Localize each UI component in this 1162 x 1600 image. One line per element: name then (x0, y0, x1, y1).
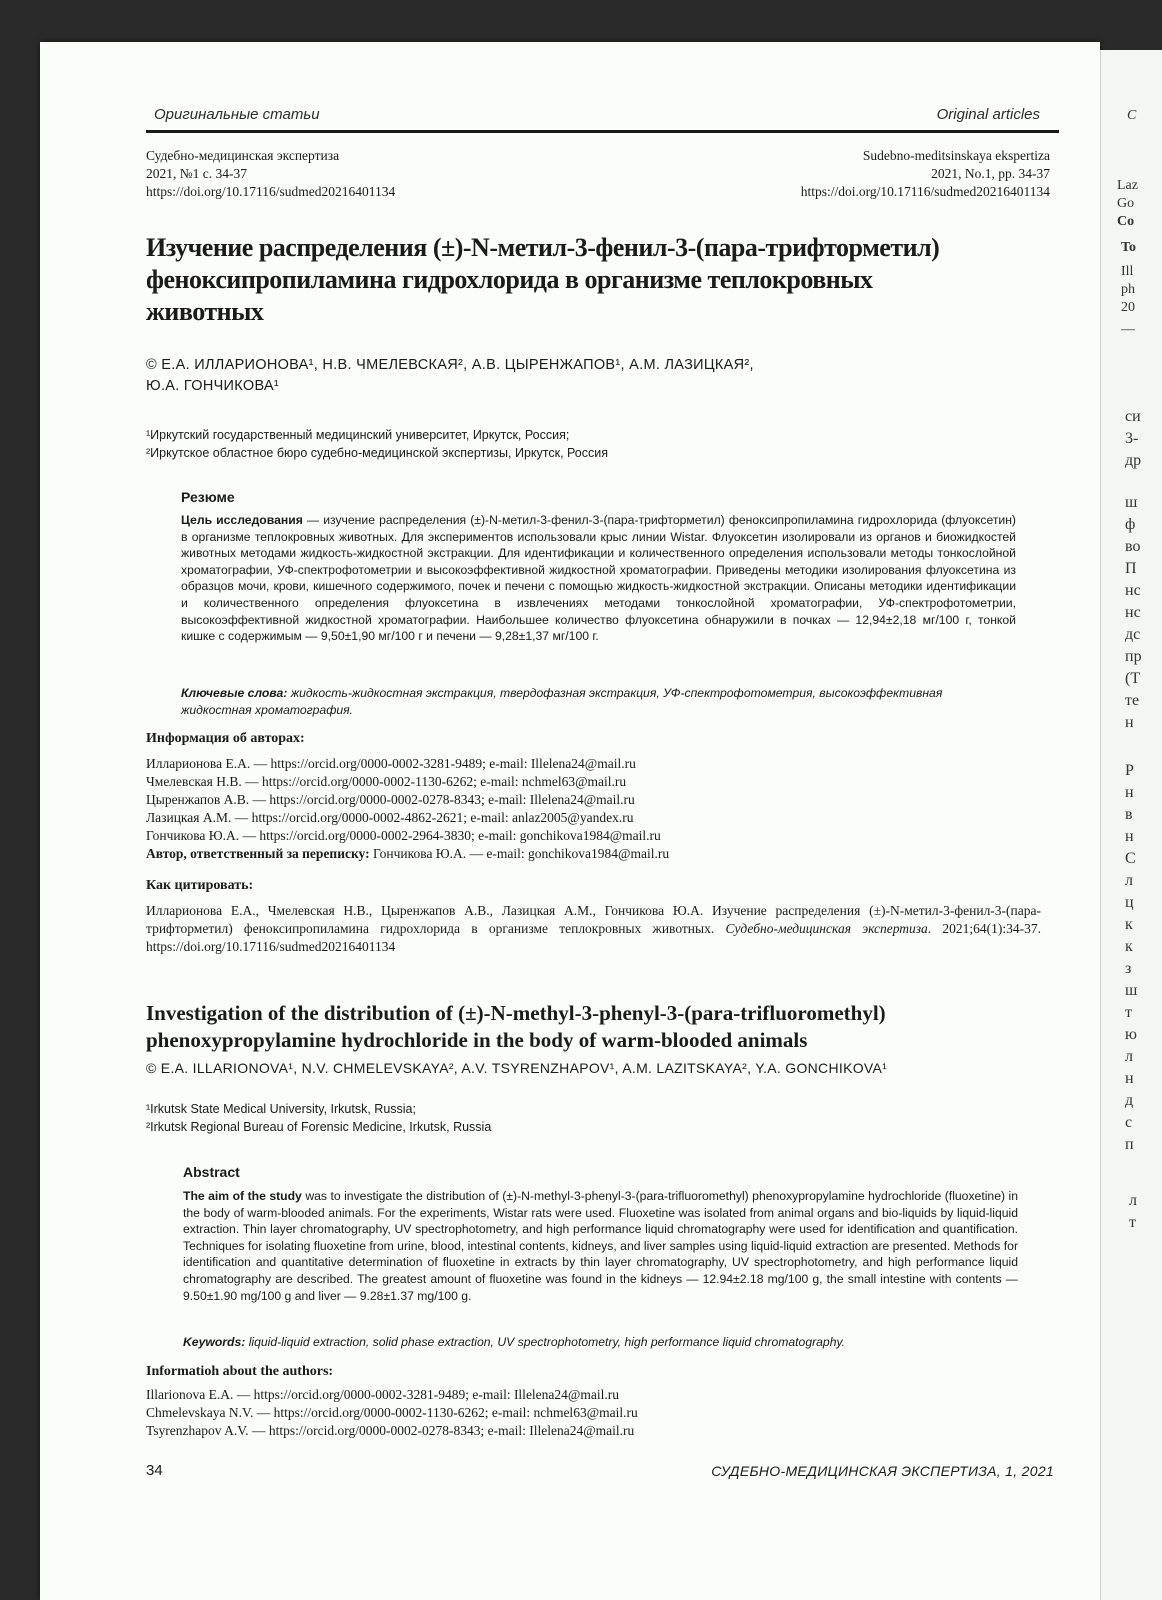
next-page-edge (1100, 50, 1162, 1600)
keywords-text-ru: жидкость-жидкостная экстракция, твердофазная экстракция, УФ-спектрофотометрия, высокоэффективная жидкостная хроматография. (181, 686, 943, 717)
abstract-heading-ru: Резюме (181, 489, 235, 505)
journal-meta-left (146, 147, 395, 201)
next-page-fragment: нс (1125, 604, 1141, 621)
title-ru-line-3: животных (146, 297, 264, 326)
next-page-fragment: з (1125, 960, 1132, 977)
running-header-left: Оригинальные статьи (154, 106, 320, 123)
header-rule (146, 130, 1059, 133)
corresponding-author (146, 845, 669, 863)
cite-heading: Как цитировать: (146, 878, 254, 893)
next-page-fragment: л (1125, 1048, 1133, 1065)
next-page-fragment: с (1125, 1114, 1133, 1131)
author-info-en-2: Chmelevskaya N.V. — https://orcid.org/0000-0002-1130-6262; e-mail: nchmel63@mail.ru (146, 1405, 638, 1420)
next-page-fragment: н (1125, 784, 1134, 801)
next-page-fragment: ph (1121, 282, 1135, 297)
affiliations-ru (146, 426, 608, 462)
abstract-body-en (183, 1188, 1018, 1304)
next-page-fragment: н (1125, 828, 1134, 845)
author-info-en-3: Tsyrenzhapov A.V. — https://orcid.org/0000-0002-0278-8343; e-mail: Illelena24@mail.ru (146, 1423, 635, 1438)
next-page-fragment: др (1125, 452, 1142, 469)
next-page-fragment: — (1121, 322, 1135, 337)
affiliations-en (146, 1100, 491, 1136)
next-page-fragment: т (1125, 1004, 1132, 1021)
keywords-ru (181, 685, 1016, 718)
next-page-fragment: пр (1125, 648, 1142, 665)
next-page-fragment: ю (1125, 1026, 1137, 1043)
journal-meta-right (801, 147, 1050, 201)
cite-tail: . 2021;64(1):34-37. https://doi.org/10.17116/sudmed20216401134 (146, 921, 1042, 954)
journal-name-en: Sudebno-meditsinskaya ekspertiza (862, 148, 1050, 163)
journal-issue-ru: 2021, №1 с. 34-37 (146, 166, 247, 181)
next-page-fragment: т (1129, 1214, 1136, 1231)
author-info-ru-1: Илларионова Е.А. — https://orcid.org/0000-0002-3281-9489; e-mail: Illelena24@mail.ru (146, 756, 636, 771)
authors-ru-line-1: © Е.А. ИЛЛАРИОНОВА¹, Н.В. ЧМЕЛЕВСКАЯ², А.В. ЦЫРЕНЖАПОВ¹, А.М. ЛАЗИЦКАЯ², (146, 357, 754, 373)
authors-info-heading-ru: Информация об авторах: (146, 731, 305, 746)
author-info-ru-5: Гончикова Ю.А. — https://orcid.org/0000-0002-2964-3830; e-mail: gonchikova1984@mail.ru (146, 828, 661, 843)
next-page-fragment: л (1125, 872, 1133, 889)
journal-page (40, 42, 1100, 1600)
footer-journal: СУДЕБНО-МЕДИЦИНСКАЯ ЭКСПЕРТИЗА, 1, 2021 (711, 1463, 1054, 1479)
next-page-fragment: нс (1125, 582, 1141, 599)
next-page-fragment: п (1125, 1136, 1134, 1153)
next-page-fragment: ш (1125, 494, 1138, 511)
next-page-fragment: н (1125, 1070, 1134, 1087)
cite-journal: Судебно-медицинская экспертиза (725, 921, 928, 936)
keywords-text-en: liquid-liquid extraction, solid phase extraction, UV spectrophotometry, high performance liquid chromatography. (245, 1335, 846, 1349)
page-number: 34 (146, 1462, 163, 1479)
next-page-fragment: в (1125, 806, 1133, 823)
author-info-ru-2: Чмелевская Н.В. — https://orcid.org/0000-0002-1130-6262; e-mail: nchmel63@mail.ru (146, 774, 627, 789)
affiliation-ru-1: ¹Иркутский государственный медицинский университет, Иркутск, Россия; (146, 428, 570, 442)
citation-text (146, 902, 1041, 956)
abstract-heading-en: Abstract (183, 1164, 240, 1180)
next-page-fragment: (Т (1125, 670, 1141, 687)
keywords-label-ru: Ключевые слова: (181, 686, 288, 700)
next-page-fragment: к (1125, 938, 1133, 955)
abstract-lead-en: The aim of the study (183, 1189, 302, 1203)
abstract-text-en: was to investigate the distribution of (±)-N-methyl-3-phenyl-3-(para-trifluoromethyl) phenoxypropylamine hydrochloride (fluoxetine) in the body of warm-blooded animals. For the experiments, Wistar rats were used. Fluoxetine was isolated from animal organs and bio-liquids by liquid-liquid extraction. Thin layer chromatography, UV spectrophotometry, and high performance liquid chromatography were used for identification and quantification. Techniques for isolating fluoxetine from urine, blood, intestinal contents, kidneys, and liver samples using liquid-liquid extraction are presented. Methods for identification and quantitative determination of fluoxetine in extracts by thin layer chromatography, UV spectrophotometry, and high performance liquid chromatography are described. The greatest amount of fluoxetine was found in the kidneys — 12.94±2.18 mg/100 g, the small intestine with contents — 9.50±1.90 mg/100 g and liver — 9.28±1.37 mg/100 g. (183, 1189, 1018, 1303)
next-page-fragment: To (1121, 240, 1137, 255)
next-page-fragment: ц (1125, 894, 1134, 911)
journal-name-ru: Судебно-медицинская экспертиза (146, 148, 340, 163)
authors-info-en (146, 1386, 638, 1440)
next-page-fragment: к (1125, 916, 1133, 933)
affiliation-en-1: ¹Irkutsk State Medical University, Irkutsk, Russia; (146, 1102, 416, 1116)
next-page-fragment: ш (1125, 982, 1138, 999)
journal-doi-en[interactable]: https://doi.org/10.17116/sudmed20216401134 (800, 184, 1050, 199)
next-page-fragment: д (1125, 1092, 1134, 1109)
authors-info-ru (146, 755, 669, 863)
next-page-fragment: С (1125, 850, 1136, 867)
keywords-en (183, 1334, 1043, 1351)
authors-ru-line-2: Ю.А. ГОНЧИКОВА¹ (146, 378, 280, 394)
next-page-fragment: 3- (1125, 430, 1139, 447)
abstract-body-ru (181, 512, 1016, 645)
article-title-ru (146, 232, 1066, 328)
author-info-ru-3: Цыренжапов А.В. — https://orcid.org/0000-0002-0278-8343; e-mail: Illelena24@mail.ru (146, 792, 635, 807)
next-page-fragment: во (1125, 538, 1141, 555)
author-info-en-1: Illarionova E.A. — https://orcid.org/0000-0002-3281-9489; e-mail: Illelena24@mail.ru (146, 1387, 619, 1402)
next-page-fragment: дс (1125, 626, 1141, 643)
abstract-text-ru: — изучение распределения (±)-N-метил-3-фенил-3-(пара-трифторметил) феноксипропиламина гидрохлорида (флуоксетин) в организме теплокровных животных. Для экспериментов использовали крыс линии Wistar. Флуоксетин изолировали из органов и биожидкостей животных методами жидкость-жидкостной экстракции. Для идентификации и количественного определения использовали методы тонкослойной хроматографии, УФ-спектрофотометрии и высокоэффективной жидкостной хроматографии. Приведены методики изолирования флуоксетина из образцов мочи, крови, кишечного содержимого, почек и печени с помощью жидкость-жидкостной экстракции. Описаны методики идентификации и количественного определения флуоксетина в извлечениях методами тонкослойной хроматографии, УФ-спектрофотометрии, высокоэффективной жидкостной хроматографии. Наибольшее количество флуоксетина обнаружили в почках — 12,94±2,18 мг/100 г, тонкой кишке с содержимым — 9,50±1,90 мг/100 г и печени — 9,28±1,37 мг/100 г. (181, 513, 1016, 644)
next-page-fragment: Go (1117, 196, 1135, 211)
next-page-fragment: Р (1125, 762, 1134, 779)
title-en-line-2: phenoxypropylamine hydrochloride in the body of warm-blooded animals (146, 1028, 808, 1052)
next-page-fragment: те (1125, 692, 1140, 709)
affiliation-ru-2: ²Иркутское областное бюро судебно-медицинской экспертизы, Иркутск, Россия (146, 446, 609, 460)
next-page-fragment: Ill (1121, 264, 1134, 279)
abstract-lead-ru: Цель исследования (181, 513, 303, 527)
authors-en: © E.A. ILLARIONOVA¹, N.V. CHMELEVSKAYA², A.V. TSYRENZHAPOV¹, A.M. LAZITSKAYA², Y.A. GONCHIKOVA¹ (146, 1060, 888, 1076)
next-page-fragment: Co (1117, 214, 1135, 229)
authors-ru (146, 355, 1066, 397)
journal-doi-ru[interactable]: https://doi.org/10.17116/sudmed20216401134 (146, 184, 396, 199)
running-header-right: Original articles (936, 106, 1040, 123)
title-ru-line-1: Изучение распределения (±)-N-метил-3-фенил-3-(пара-трифторметил) (146, 233, 940, 262)
affiliation-en-2: ²Irkutsk Regional Bureau of Forensic Medicine, Irkutsk, Russia (146, 1120, 492, 1134)
next-page-fragment: л (1129, 1192, 1137, 1209)
title-en-line-1: Investigation of the distribution of (±)-N-methyl-3-phenyl-3-(para-trifluoromethyl) (146, 1001, 886, 1025)
article-title-en (146, 1000, 1066, 1054)
title-ru-line-2: феноксипропиламина гидрохлорида в организме теплокровных (146, 265, 873, 294)
next-page-fragment: С (1127, 108, 1137, 123)
next-page-fragment: 20 (1121, 300, 1135, 315)
corresponding-label: Автор, ответственный за переписку: (146, 846, 370, 861)
author-info-ru-4: Лазицкая А.М. — https://orcid.org/0000-0002-4862-2621; e-mail: anlaz2005@yandex.ru (146, 810, 634, 825)
next-page-fragment: си (1125, 408, 1141, 425)
cite-main: Илларионова Е.А., Чмелевская Н.В., Цыренжапов А.В., Лазицкая А.М., Гончикова Ю.А. Изучение распределения (±)-N-метил-3-фенил-3-(пара-трифторметил) феноксипропиламина гидрохлорида в организме теплокровных животных. (146, 903, 1041, 936)
next-page-fragment: Laz (1117, 178, 1138, 193)
corresponding-text: Гончикова Ю.А. — e-mail: gonchikova1984@mail.ru (369, 846, 670, 861)
keywords-label-en: Keywords: (183, 1335, 246, 1349)
next-page-fragment: ф (1125, 516, 1136, 533)
authors-info-heading-en: Informatioh about the authors: (146, 1364, 334, 1379)
journal-issue-en: 2021, No.1, pp. 34-37 (931, 166, 1050, 181)
next-page-fragment: П (1125, 560, 1137, 577)
next-page-fragment: н (1125, 714, 1134, 731)
